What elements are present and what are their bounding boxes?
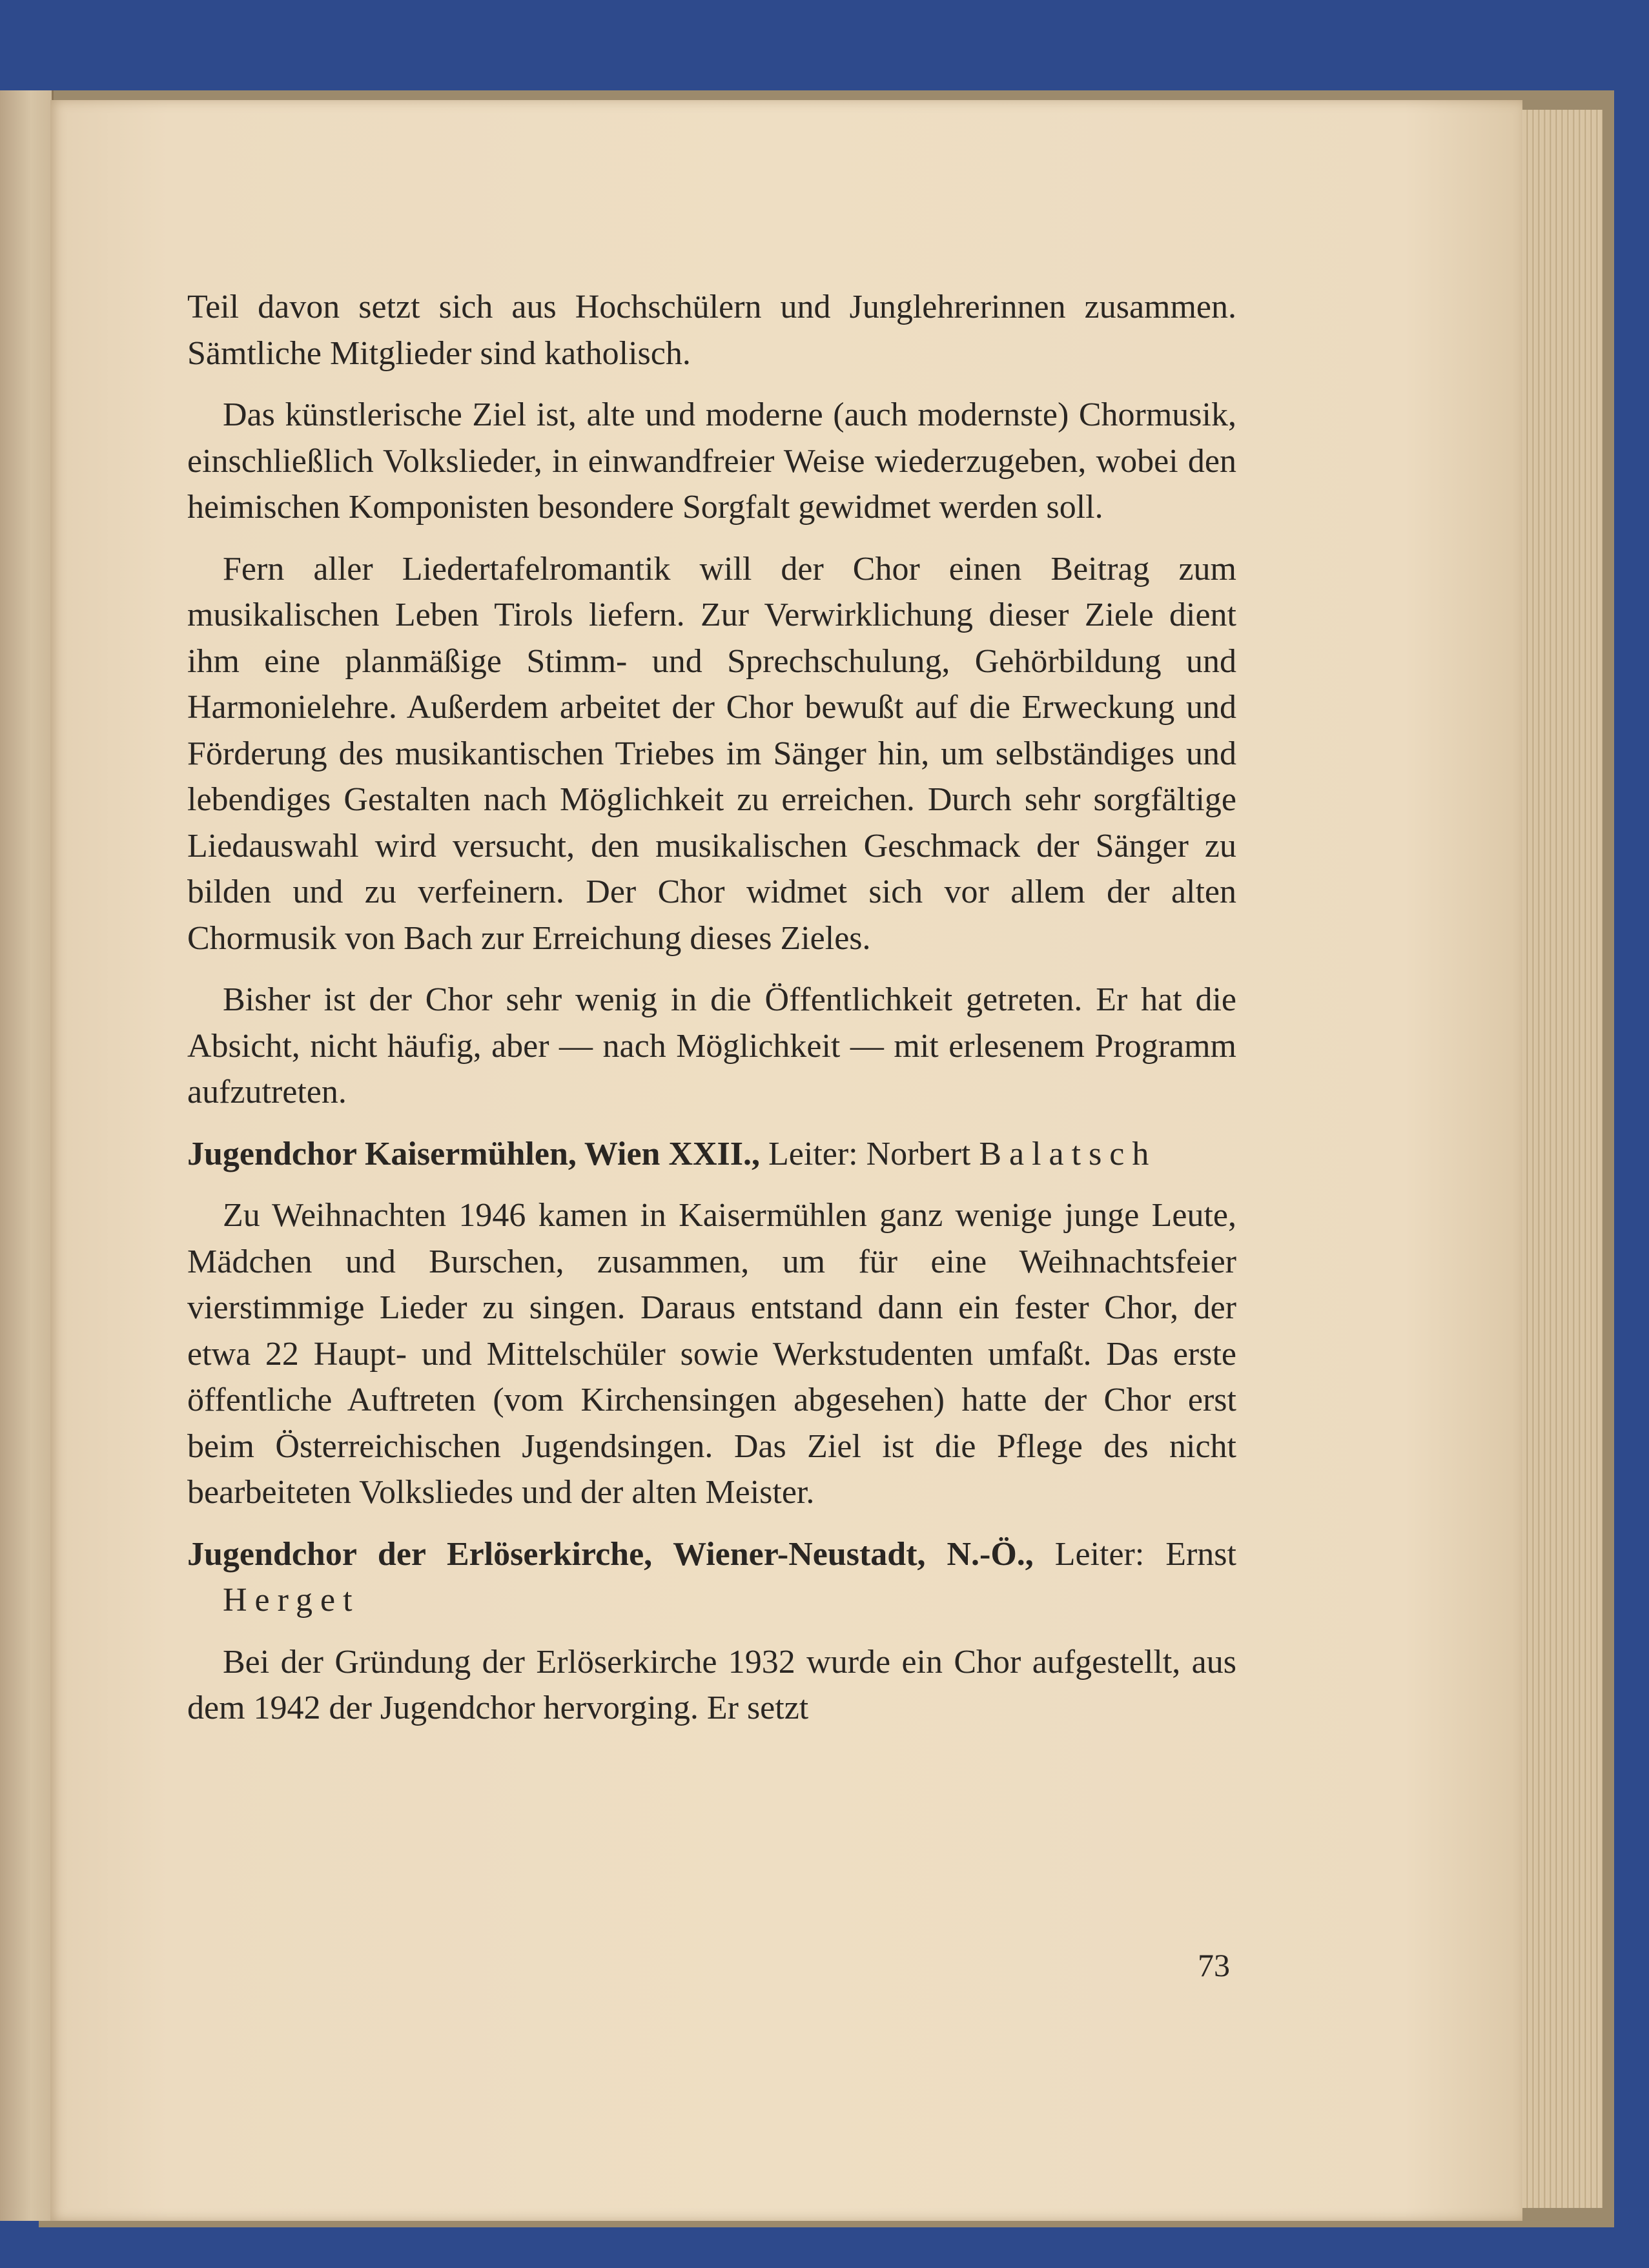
paragraph-3: Fern aller Liedertafelromantik will der Chor einen Beitrag zum musikalischen Leben Tirols liefern. Zur Verwirklichung dieser Ziele dient ihm eine planmäßige Stimm- und Sprechschulung, Gehörbildung und Harmonielehre. Außerdem arbeitet der Chor bewußt auf die Erweckung und Förderung des musikantischen Triebes im Sänger hin, um selbständiges und lebendiges Gestalten nach Möglichkeit zu erreichen. Durch sehr sorgfältige Liedauswahl wird versucht, den musikalischen Geschmack der Sänger zu bilden und zu verfeinern. Der Chor widmet sich vor allem der alten Chormusik von Bach zur Erreichung dieses Zieles.	[187, 550, 1236, 957]
paragraph-2: Das künstlerische Ziel ist, alte und moderne (auch modernste) Chormusik, einschließlich Volkslieder, in einwandfreier Weise wiederzugeben, wobei den heimischen Komponisten besondere Sorgfalt gewidmet werden soll.	[187, 396, 1236, 526]
left-page-edge	[0, 90, 54, 2221]
paragraph-5: Zu Weihnachten 1946 kamen in Kaisermühlen ganz wenige junge Leute, Mädchen und Burschen, zusammen, um für eine Weihnachtsfeier vierstimmige Lieder zu singen. Daraus entstand dann ein fester Chor, der etwa 22 Haupt- und Mittelschüler sowie Werkstudenten umfaßt. Das erste öffentliche Auftreten (vom Kirchensingen abgesehen) hatte der Chor erst beim Österreichischen Jugendsingen. Das Ziel ist die Pflege des nicht bearbeiteten Volksliedes und der alten Meister.	[187, 1197, 1236, 1511]
paragraph-4: Bisher ist der Chor sehr wenig in die Öffentlichkeit getreten. Er hat die Absicht, nicht häufig, aber — nach Möglichkeit — mit erlesenem Programm aufzutreten.	[187, 981, 1236, 1110]
paragraph-1: Teil davon setzt sich aus Hochschülern und Junglehrerinnen zusammen. Sämtliche Mitglieder sind katholisch.	[187, 289, 1236, 372]
page-text	[187, 284, 1236, 1747]
heading-choir-name: Jugendchor Kaisermühlen, Wien XXII.,	[187, 1135, 761, 1172]
heading-choir-name: Jugendchor der Erlöserkirche, Wiener-Neustadt, N.-Ö.,	[187, 1535, 1034, 1573]
heading-leader-label: Leiter: Norbert	[760, 1135, 979, 1172]
heading-leader-name: Herget	[223, 1582, 360, 1619]
heading-leader-name: Balatsch	[979, 1135, 1157, 1172]
page-number: 73	[1198, 1947, 1230, 1983]
section-heading-kaisermuehlen	[187, 1131, 1236, 1178]
paragraph-6: Bei der Gründung der Erlöserkirche 1932 wurde ein Chor aufgestellt, aus dem 1942 der Jugendchor hervorging. Er setzt	[187, 1643, 1236, 1726]
heading-leader-label: Leiter: Ernst	[1033, 1535, 1236, 1573]
section-heading-erloeserkirche	[187, 1531, 1236, 1624]
